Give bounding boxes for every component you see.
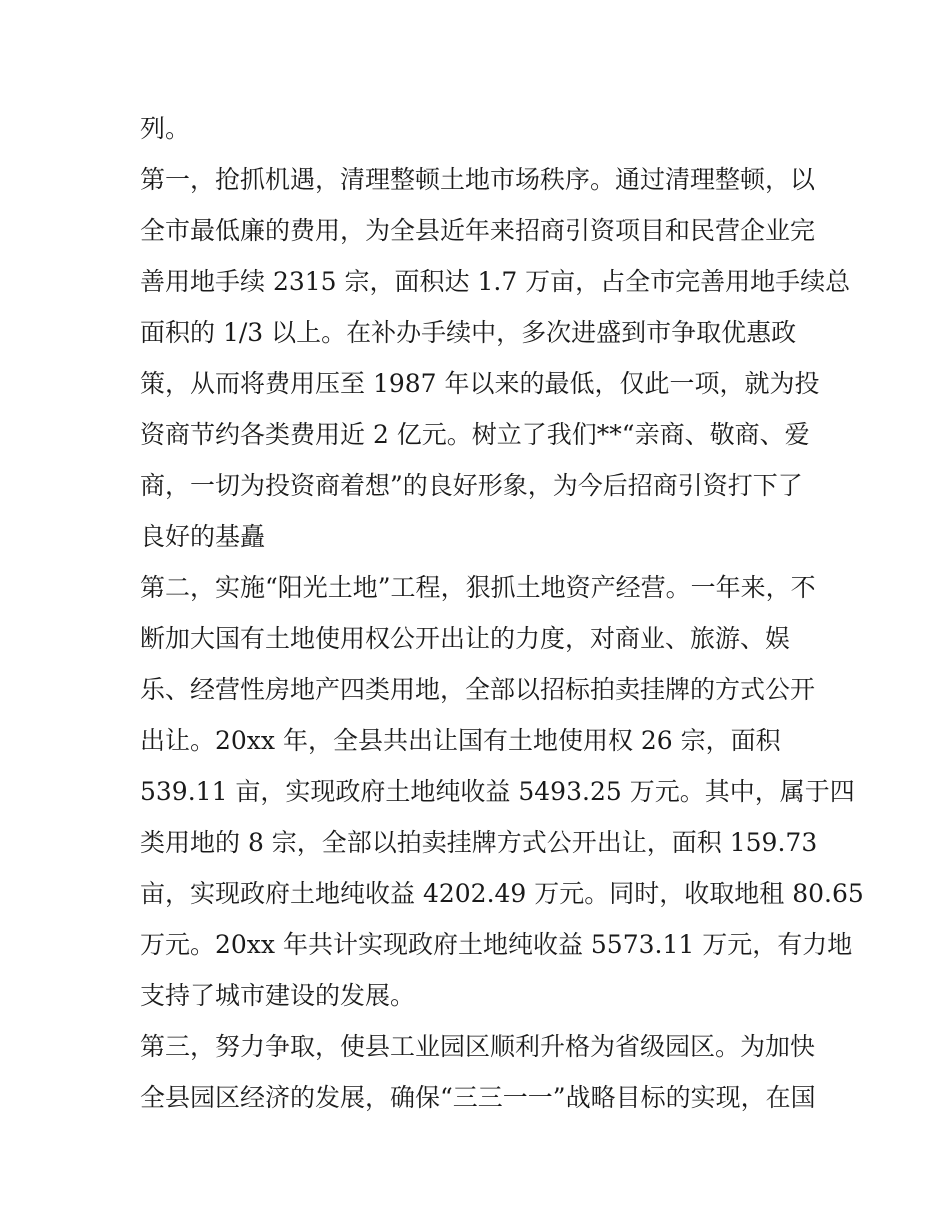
text-line: 善用地手续 2315 宗，面积达 1.7 万亩，占全市完善用地手续总 — [140, 267, 851, 296]
text-line: 商，一切为投资商着想”的良好形象，为今后招商引资打下了 — [140, 471, 803, 500]
text-line: 资商节约各类费用近 2 亿元。树立了我们**“亲商、敬商、爱 — [140, 420, 810, 449]
text-line: 第三，努力争取，使县工业园区顺利升格为省级园区。为加快 — [140, 1032, 816, 1061]
text-line: 列。 — [140, 114, 191, 143]
text-line: 面积的 1/3 以上。在补办手续中，多次进盛到市争取优惠政 — [140, 318, 797, 347]
text-line: 亩，实现政府土地纯收益 4202.49 万元。同时，收取地租 80.65 — [140, 879, 864, 908]
text-line: 539.11 亩，实现政府土地纯收益 5493.25 万元。其中，属于四 — [140, 777, 855, 806]
text-line: 类用地的 8 宗，全部以拍卖挂牌方式公开出让，面积 159.73 — [140, 828, 818, 857]
text-line: 断加大国有土地使用权公开出让的力度，对商业、旅游、娱 — [140, 624, 791, 653]
text-line: 出让。20xx 年，全县共出让国有土地使用权 26 宗，面积 — [140, 726, 781, 755]
text-line: 乐、经营性房地产四类用地，全部以招标拍卖挂牌的方式公开 — [140, 675, 816, 704]
text-line: 良好的基矗 — [140, 522, 266, 551]
text-line: 全市最低廉的费用，为全县近年来招商引资项目和民营企业完 — [140, 216, 816, 245]
text-line: 第二，实施“阳光土地”工程，狠抓土地资产经营。一年来，不 — [140, 573, 816, 602]
text-line: 支持了城市建设的发展。 — [140, 981, 416, 1010]
body-text — [140, 103, 864, 1123]
text-line: 万元。20xx 年共计实现政府土地纯收益 5573.11 万元，有力地 — [140, 930, 853, 959]
text-line: 第一，抢抓机遇，清理整顿土地市场秩序。通过清理整顿，以 — [140, 165, 816, 194]
text-line: 全县园区经济的发展，确保“三三一一”战略目标的实现，在国 — [140, 1083, 816, 1112]
text-line: 策，从而将费用压至 1987 年以来的最低，仅此一项，就为投 — [140, 369, 820, 398]
